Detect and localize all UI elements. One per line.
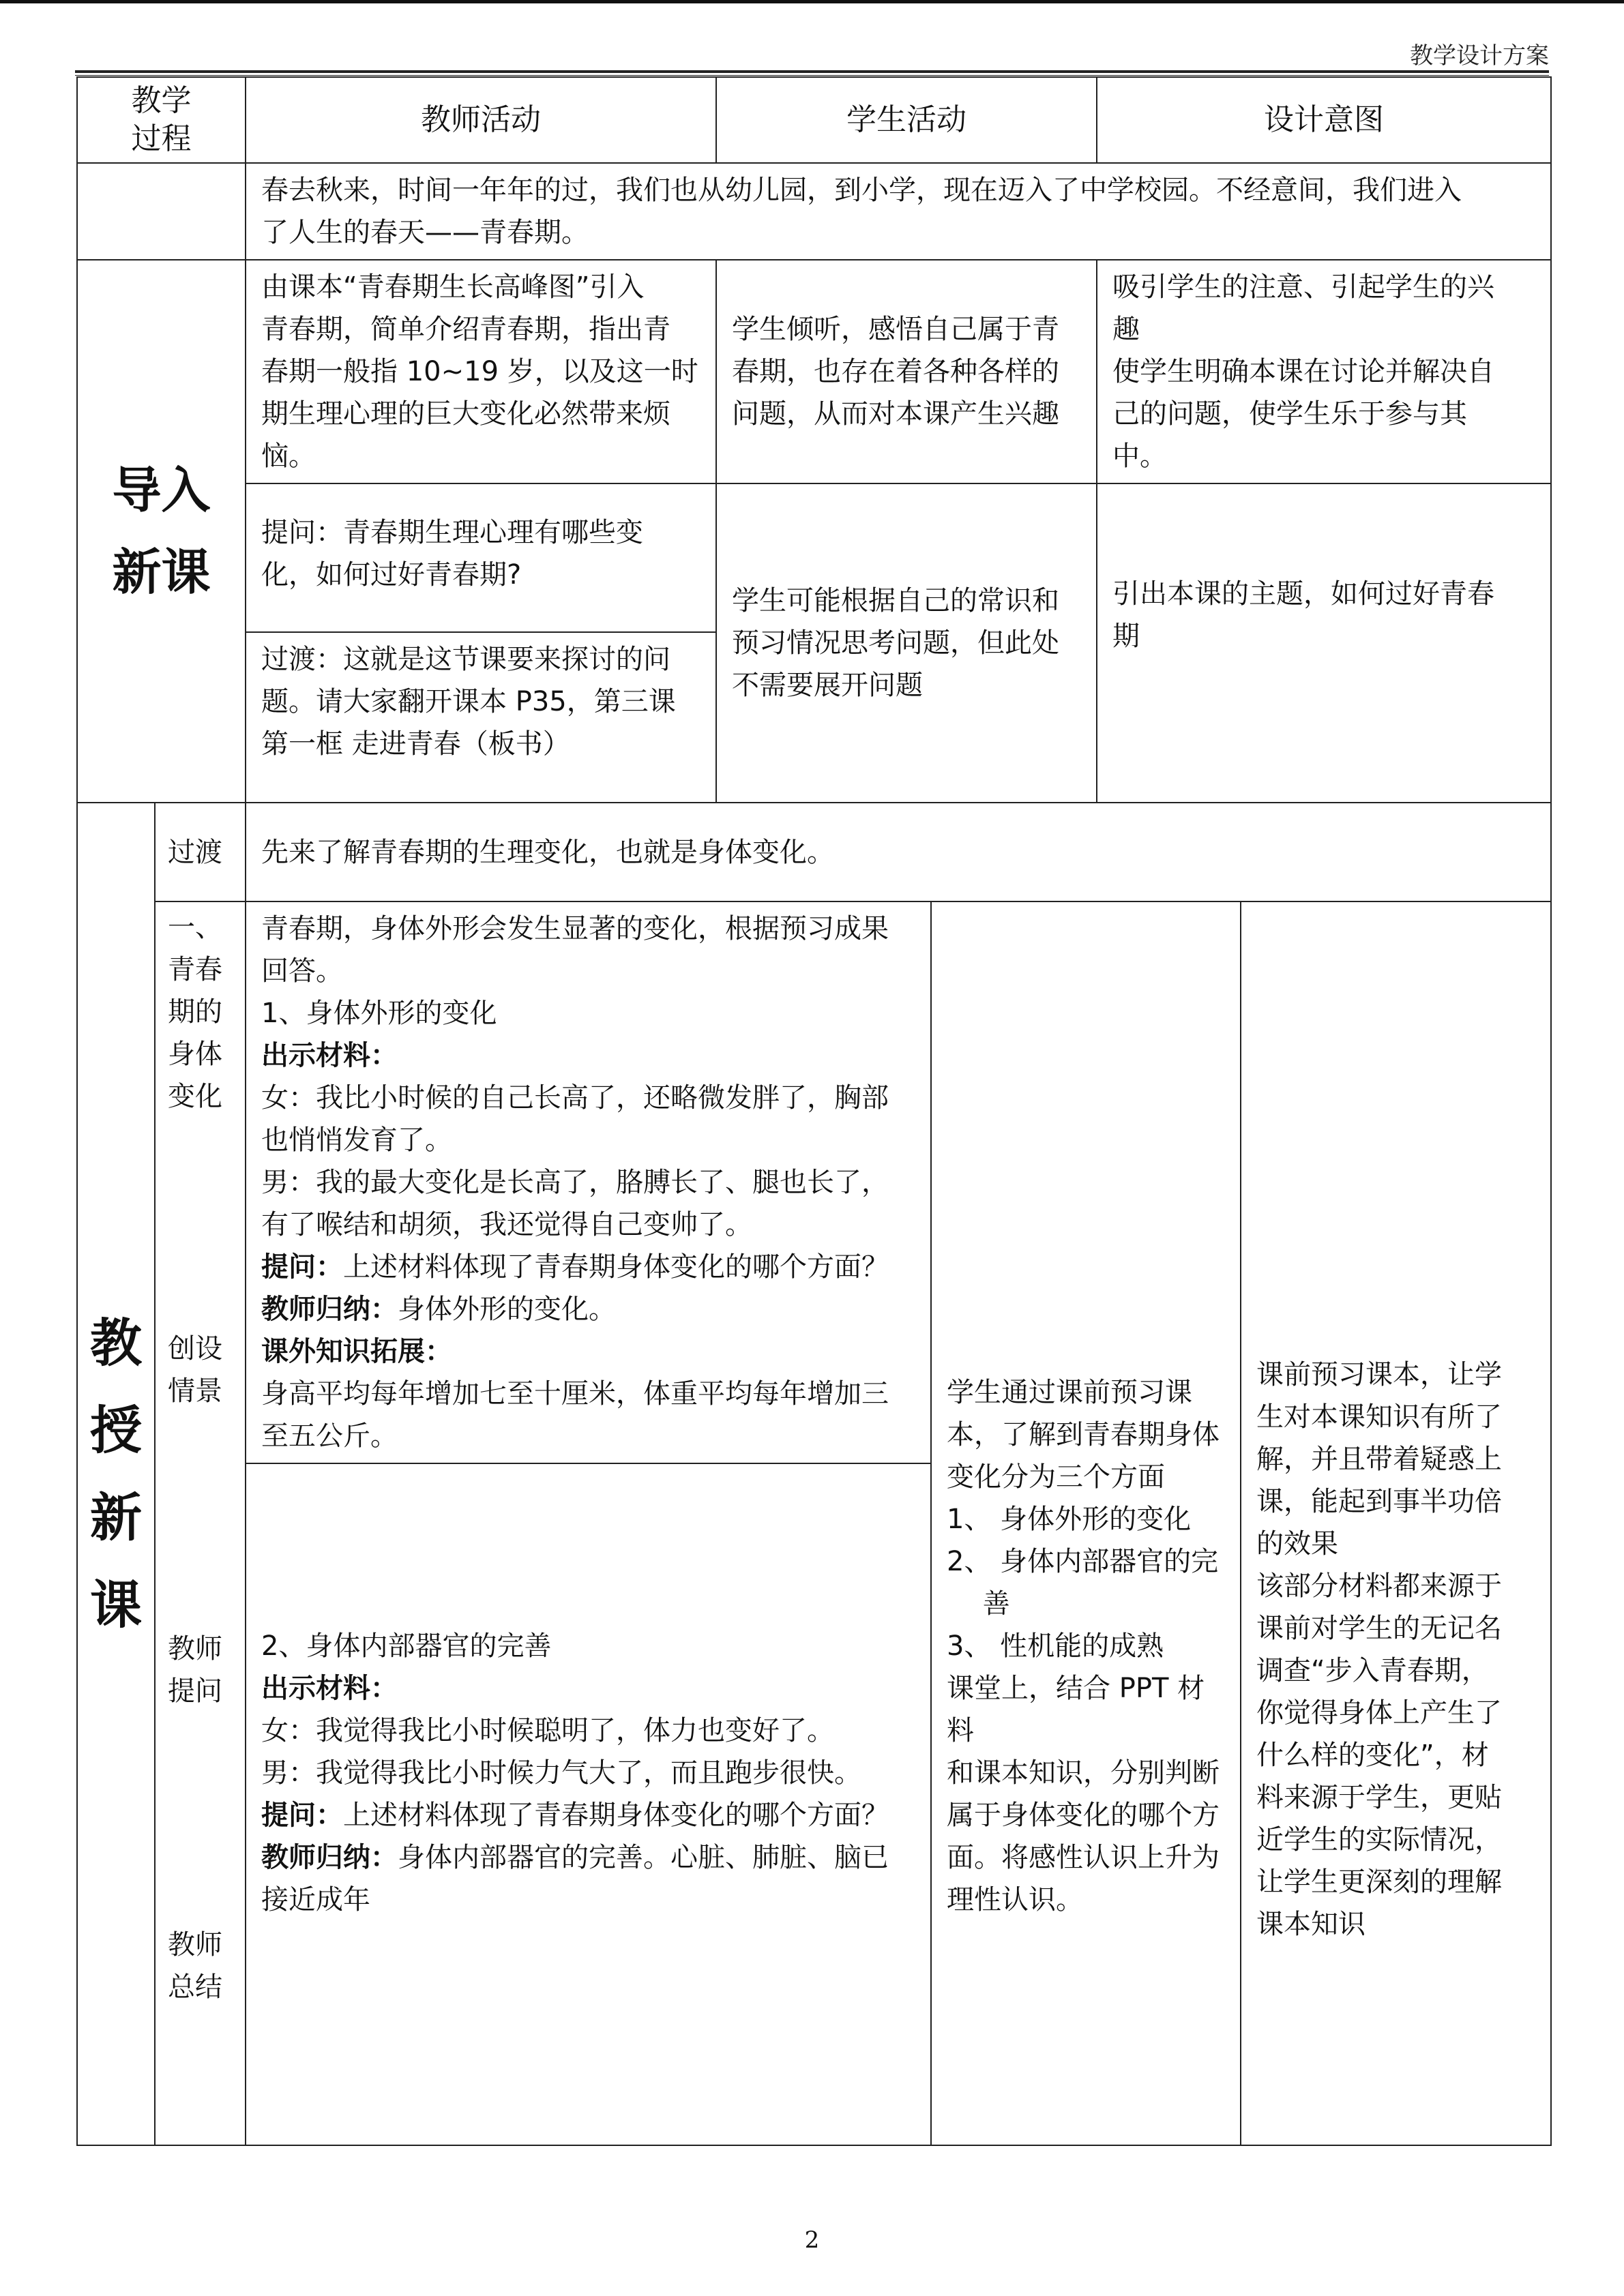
side-label-scene	[168, 1328, 222, 1412]
design-intent-cell	[1241, 901, 1551, 2145]
text-line: 该部分材料都来源于	[1256, 1570, 1502, 1602]
text-line: 理性认识。	[947, 1884, 1083, 1915]
intro-line: 春去秋来，时间一年年的过，我们也从幼儿园，到小学，现在迈入了中学校园。不经意间，我们进入	[261, 175, 1462, 206]
side-labels-cell	[155, 901, 246, 2145]
section-label-char: 教	[90, 1312, 142, 1373]
text-line: 回答。	[261, 955, 343, 987]
header-teacher: 教师活动	[246, 77, 716, 163]
transition-row	[77, 803, 1551, 901]
text-line: 女：我比小时候的自己长高了，还略微发胖了，胸部	[261, 1082, 889, 1114]
text-line: 创设	[168, 1333, 222, 1365]
section-label-teach	[77, 803, 155, 2145]
intro-section-row-2	[77, 483, 1551, 632]
text-line: 趣	[1112, 314, 1140, 345]
text-line: 1、 身体外形的变化	[947, 1504, 1192, 1535]
student-activity-cell	[716, 260, 1097, 483]
question-label: 提问：	[261, 1251, 343, 1283]
text-line: 男：我觉得我比小时候力气大了，而且跑步很快。	[261, 1757, 861, 1789]
transition-label: 过渡	[155, 803, 246, 901]
text-line: 引出本课的主题，如何过好青春	[1112, 578, 1494, 610]
text-line: 变化	[168, 1081, 222, 1112]
intro-section-row-1	[77, 260, 1551, 483]
text-line: 提问	[168, 1675, 222, 1707]
top-border	[0, 0, 1624, 3]
transition-text: 先来了解青春期的生理变化，也就是身体变化。	[246, 803, 1551, 901]
text-line: 春期，也存在着各种各样的	[732, 356, 1059, 387]
text-line: 学生可能根据自己的常识和	[732, 585, 1059, 616]
text-line: 课本知识	[1256, 1909, 1365, 1940]
text-line: 的效果	[1256, 1528, 1338, 1560]
text-line: 提问：青春期生理心理有哪些变	[261, 517, 643, 548]
text-line: 变化分为三个方面	[947, 1461, 1165, 1493]
text-line: 题。请大家翻开课本 P35，第三课	[261, 686, 676, 717]
teacher-question-cell	[246, 483, 716, 632]
text-line: 解，并且带着疑惑上	[1256, 1444, 1502, 1475]
summary-text: 身体外形的变化。	[398, 1294, 616, 1325]
side-label-topic	[168, 906, 233, 1118]
text-line: 学生通过课前预习课	[947, 1377, 1192, 1408]
question-text: 上述材料体现了青春期身体变化的哪个方面？	[343, 1800, 889, 1831]
text-line: 本，了解到青春期身体	[947, 1419, 1220, 1450]
text-line: 善	[947, 1588, 1010, 1620]
summary-label: 教师归纳：	[261, 1842, 398, 1873]
text-line: 调查“步入青春期，	[1256, 1655, 1489, 1686]
text-line: 至五公斤。	[261, 1420, 398, 1452]
extension-label: 课外知识拓展：	[261, 1336, 452, 1367]
text-line: 学生倾听，感悟自己属于青	[732, 314, 1059, 345]
text-line: 料来源于学生，更贴	[1256, 1782, 1502, 1813]
text-line: 课前预习课本，让学	[1256, 1359, 1502, 1390]
design-intent-cell	[1097, 483, 1551, 803]
header-intent: 设计意图	[1097, 77, 1551, 163]
section-label-char: 课	[90, 1574, 142, 1635]
text-line: 也悄悄发育了。	[261, 1124, 452, 1156]
text-line: 男：我的最大变化是长高了，胳膊长了、腿也长了，	[261, 1167, 889, 1198]
body-appearance-cell	[246, 901, 931, 1463]
header-student: 学生活动	[716, 77, 1097, 163]
summary-text: 身体内部器官的完善。心脏、肺脏、脑已	[398, 1842, 889, 1873]
text-line: 青春	[168, 954, 222, 985]
text-line: 有了喉结和胡须，我还觉得自己变帅了。	[261, 1209, 752, 1240]
intro-row	[77, 163, 1551, 260]
text-line: 属于身体变化的哪个方	[947, 1800, 1220, 1831]
text-line: 使学生明确本课在讨论并解决自	[1112, 356, 1494, 387]
question-text: 上述材料体现了青春期身体变化的哪个方面？	[343, 1251, 889, 1283]
text-line: 什么样的变化”，材	[1256, 1740, 1489, 1771]
text-line: 期生理心理的巨大变化必然带来烦	[261, 398, 670, 430]
text-line: 女：我觉得我比小时候聪明了，体力也变好了。	[261, 1715, 834, 1746]
intro-line: 了人生的春天——青春期。	[261, 217, 589, 248]
text-line: 期的	[168, 996, 222, 1028]
text-line: 春期一般指 10~19 岁，以及这一时	[261, 356, 698, 387]
section-label-line: 新课	[112, 543, 211, 601]
text-line: 教师	[168, 1633, 222, 1665]
text-line: 期	[1112, 621, 1140, 652]
text-line: 情景	[168, 1375, 222, 1407]
text-line: 中。	[1112, 441, 1167, 472]
text-line: 吸引学生的注意、引起学生的兴	[1112, 271, 1494, 303]
summary-label: 教师归纳：	[261, 1294, 398, 1325]
intro-text	[246, 163, 1551, 260]
side-label-sum	[168, 1924, 222, 2008]
text-line: 让学生更深刻的理解	[1256, 1866, 1502, 1898]
header-rule-thin	[75, 75, 1549, 76]
text-line: 青春期，简单介绍青春期，指出青	[261, 314, 670, 345]
text-line: 恼。	[261, 441, 316, 472]
lesson-plan-table	[76, 76, 1552, 2146]
text-line: 青春期，身体外形会发生显著的变化，根据预习成果	[261, 913, 889, 944]
intro-empty-cell	[77, 163, 246, 260]
text-line: 己的问题，使学生乐于参与其	[1112, 398, 1467, 430]
text-line: 身体	[168, 1039, 222, 1070]
text-line: 课堂上，结合 PPT 材料	[947, 1673, 1205, 1746]
text-line: 第一框 走进青春（板书）	[261, 728, 570, 760]
text-line: 课前对学生的无记名	[1256, 1613, 1502, 1644]
text-line: 3、 性机能的成熟	[947, 1630, 1164, 1662]
section-label-char: 新	[90, 1487, 142, 1548]
material-label: 出示材料：	[261, 1673, 398, 1704]
question-label: 提问：	[261, 1800, 343, 1831]
text-line: 过渡：这就是这节课要来探讨的问	[261, 644, 670, 675]
student-activity-cell	[716, 483, 1097, 803]
text-line: 教师	[168, 1929, 222, 1960]
text-line: 你觉得身体上产生了	[1256, 1697, 1502, 1729]
text-line: 一、	[168, 912, 222, 943]
teacher-activity-cell	[246, 260, 716, 483]
header-process-line: 过程	[131, 121, 192, 156]
section-label-char: 授	[90, 1399, 142, 1461]
subsection-title: 2、身体内部器官的完善	[261, 1630, 552, 1662]
text-line: 2、 身体内部器官的完	[947, 1546, 1219, 1577]
text-line: 预习情况思考问题，但此处	[732, 627, 1059, 659]
text-line: 身高平均每年增加七至十厘米，体重平均每年增加三	[261, 1378, 889, 1410]
text-line: 由课本“青春期生长高峰图”引入	[261, 271, 645, 303]
text-line: 接近成年	[261, 1884, 370, 1915]
section-label-line: 导入	[112, 462, 211, 519]
text-line: 总结	[168, 1971, 222, 2003]
side-label-ask	[168, 1628, 222, 1712]
text-line: 化，如何过好青春期?	[261, 559, 522, 591]
internal-organs-cell	[246, 1463, 931, 2145]
teacher-transition-cell	[246, 632, 716, 803]
page-header-title: 教学设计方案	[1410, 42, 1549, 70]
body-change-row-1	[77, 901, 1551, 1463]
text-line: 近学生的实际情况，	[1256, 1824, 1502, 1855]
header-process-line: 教学	[131, 83, 192, 118]
design-intent-cell	[1097, 260, 1551, 483]
text-line: 不需要展开问题	[732, 670, 923, 701]
text-line: 生对本课知识有所了	[1256, 1401, 1502, 1433]
text-line: 课，能起到事半功倍	[1256, 1486, 1502, 1517]
section-label-intro	[77, 260, 246, 803]
table-header-row	[77, 77, 1551, 163]
material-label: 出示材料：	[261, 1040, 398, 1071]
header-process	[77, 77, 246, 163]
text-line: 面。将感性认识上升为	[947, 1842, 1220, 1873]
page-number: 2	[804, 2226, 820, 2254]
text-line: 和课本知识，分别判断	[947, 1757, 1220, 1789]
student-activity-cell	[931, 901, 1241, 2145]
subsection-title: 1、身体外形的变化	[261, 998, 497, 1029]
header-rule	[75, 70, 1549, 73]
text-line: 问题，从而对本课产生兴趣	[732, 398, 1059, 430]
